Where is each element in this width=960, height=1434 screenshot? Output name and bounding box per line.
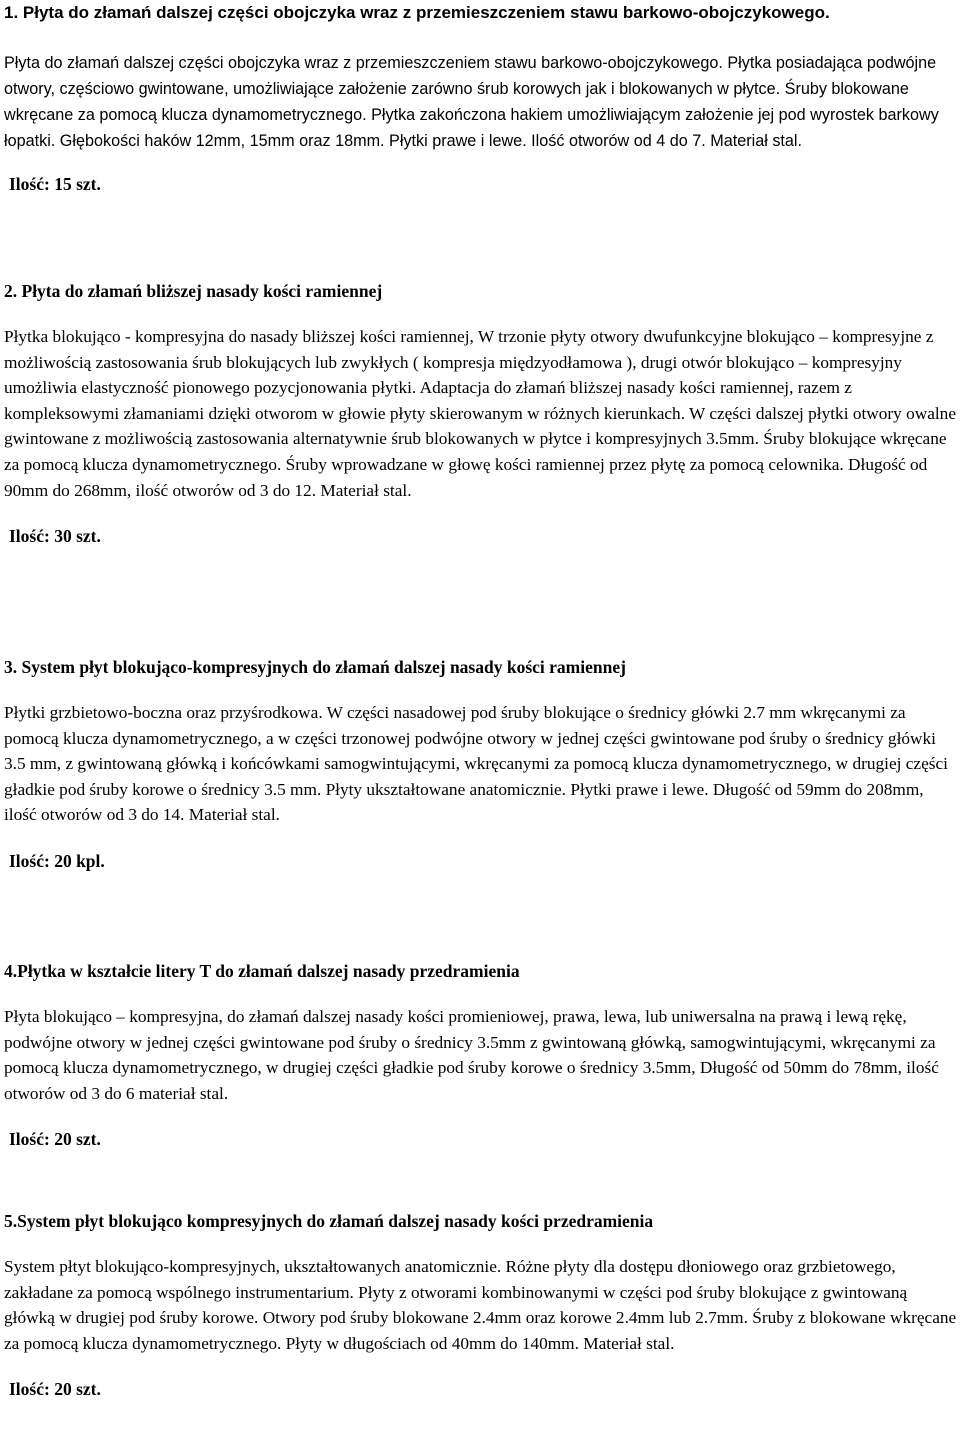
section-2-quantity: Ilość: 30 szt. (9, 526, 101, 547)
section-3-heading: 3. System płyt blokująco-kompresyjnych do złamań dalszej nasady kości ramiennej (4, 657, 626, 677)
section-2-heading: 2. Płyta do złamań bliższej nasady kości ramiennej (4, 281, 383, 301)
section-5 (4, 1210, 958, 1400)
section-2-body: Płytka blokująco - kompresyjna do nasady bliższej kości ramiennej, W trzonie płyty otwory dwufunkcyjne blokująco – kompresyjne z możliwością zastosowania śrub blokujących lub zwykłych ( kompresja międzyodłamowa ), drugi otwór blokująco – kompresyjny umożliwia elastyczność pionowego pozycjonowania płytki. Adaptacja do złamań bliższej nasady kości ramiennej, razem z kompleksowymi złamaniami dzięki otworom w głowie płyty skierowanym w różnych kierunkach. W części dalszej płytki otwory owalne gwintowane z możliwością zastosowania alternatywnie śrub blokowanych w płytce i kompresyjnych 3.5mm. Śruby blokujące wkręcane za pomocą klucza dynamometrycznego. Śruby wprowadzane w głowę kości ramiennej przez płytę za pomocą celownika. Długość od 90mm do 268mm, ilość otworów od 3 do 12. Materiał stal. (4, 327, 956, 500)
section-3-body: Płytki grzbietowo-boczna oraz przyśrodkowa. W części nasadowej pod śruby blokujące o średnicy główki 2.7 mm wkręcanymi za pomocą klucza dynamometrycznego, a w części trzonowej podwójne otwory w jednej części gwintowane pod śruby o średnicy główki 3.5 mm, z gwintowaną główką i końcówkami samogwintującymi, wkręcanymi za pomocą klucza dynamometrycznego, w drugiej części gładkie pod śruby korowe o średnicy 3.5 mm. Płyty ukształtowane anatomicznie. Płytki prawe i lewe. Długość od 59mm do 208mm, ilość otworów od 3 do 14. Materiał stal. (4, 703, 948, 825)
section-4 (4, 960, 958, 1150)
section-4-body: Płyta blokująco – kompresyjna, do złamań dalszej nasady kości promieniowej, prawa, lewa, lub uniwersalna na prawą i lewą rękę, podwójne otwory w jednej części gwintowane pod śruby o średnicy 3.5mm z gwintowaną główką, samogwintującymi, wkręcanymi za pomocą klucza dynamometrycznego, w drugiej części gładkie pod śruby korowe o średnicy 3.5mm, Długość od 50mm do 78mm, ilość otworów od 3 do 6 materiał stal. (4, 1007, 939, 1103)
section-1-quantity: Ilość: 15 szt. (9, 174, 101, 194)
section-4-quantity: Ilość: 20 szt. (9, 1129, 101, 1150)
section-5-body: System płtyt blokująco-kompresyjnych, ukształtowanych anatomicznie. Różne płyty dla dostępu dłoniowego oraz grzbietowego, zakładane za pomocą wspólnego instrumentarium. Płyty z otworami kombinowanymi w części pod śruby blokujące z gwintowaną główką w drugiej pod śruby korowe. Otwory pod śruby blokowane 2.4mm oraz korowe 2.4mm lub 2.7mm. Śruby z blokowane wkręcane za pomocą klucza dynamometrycznego. Płyty w długościach od 40mm do 140mm. Materiał stal. (4, 1257, 957, 1353)
section-3-quantity: Ilość: 20 kpl. (9, 850, 105, 871)
section-1-body: Płyta do złamań dalszej części obojczyka wraz z przemieszczeniem stawu barkowo-obojczykowego. Płytka posiadająca podwójne otwory, częściowo gwintowane, umożliwiające założenie zarówno śrub korowych jak i blokowanych w płytce. Śruby blokowane wkręcane za pomocą klucza dynamometrycznego. Płytka zakończona hakiem umożliwiającym założenie jej pod wyrostek barkowy łopatki. Głębokości haków 12mm, 15mm oraz 18mm. Płytki prawe i lewe. Ilość otworów od 4 do 7. Materiał stal. (4, 54, 939, 150)
section-5-heading: 5.System płyt blokująco kompresyjnych do złamań dalszej nasady kości przedramienia (4, 1211, 654, 1231)
section-1-heading: 1. Płyta do złamań dalszej części obojczyka wraz z przemieszczeniem stawu barkowo-obojczykowego. (4, 3, 830, 22)
section-5-quantity: Ilość: 20 szt. (9, 1379, 101, 1400)
section-3 (4, 656, 958, 872)
section-4-heading: 4.Płytka w kształcie litery T do złamań dalszej nasady przedramienia (4, 961, 520, 981)
section-2 (4, 280, 958, 547)
section-1 (4, 0, 958, 195)
